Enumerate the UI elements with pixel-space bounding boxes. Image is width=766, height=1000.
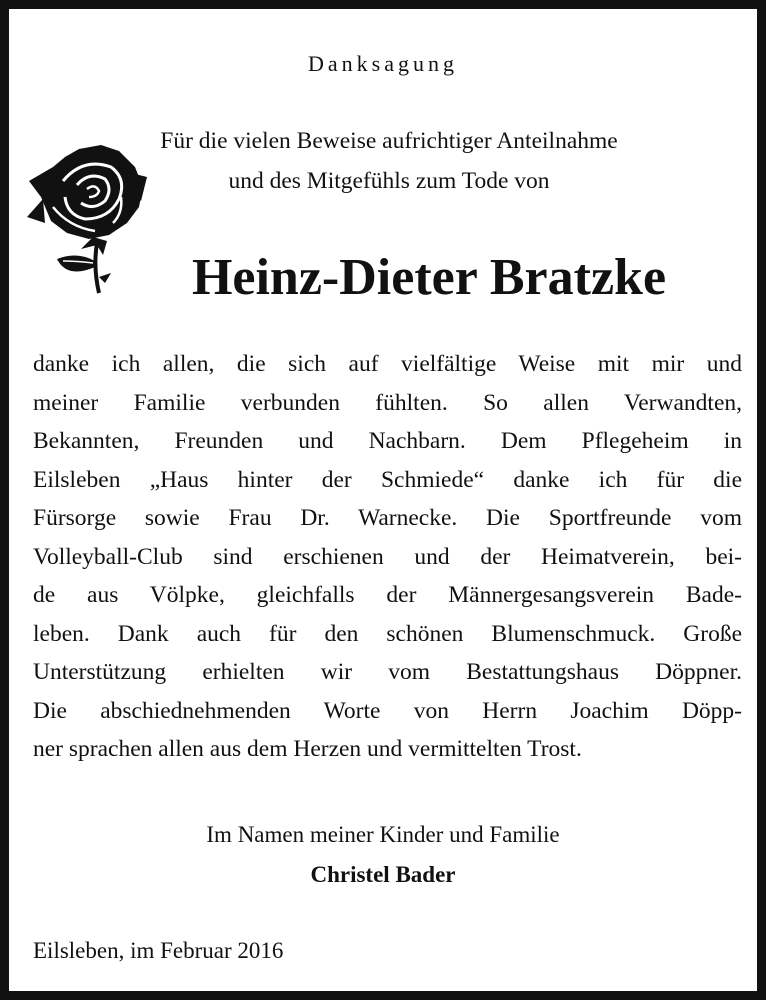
paragraph-line: Fürsorge sowie Frau Dr. Warnecke. Die Sportfreunde vom (33, 505, 742, 531)
paragraph-line: Eilsleben „Haus hinter der Schmiede“ danke ich für die (33, 466, 742, 493)
paragraph-line: Unterstützung erhielten wir vom Bestattungshaus Döppner. (33, 659, 742, 685)
thanks-paragraph (33, 345, 742, 769)
paragraph-line: leben. Dank auch für den schönen Blumenschmuck. Große (33, 620, 742, 647)
notice-heading: Danksagung (308, 51, 458, 76)
paragraph-line: danke ich allen, die sich auf vielfältige Weise mit mir und (33, 351, 742, 377)
signer-name: Christel Bader (310, 862, 456, 887)
closing-line: Im Namen meiner Kinder und Familie (206, 822, 560, 847)
intro-line: Für die vielen Beweise aufrichtiger Anteilnahme (160, 128, 618, 154)
paragraph-line: meiner Familie verbunden fühlten. So allen Verwandten, (33, 389, 742, 416)
intro-text (129, 121, 649, 201)
deceased-name: Heinz-Dieter Bratzke (191, 249, 667, 306)
paragraph-line: de aus Völpke, gleichfalls der Männergesangsverein Bade- (33, 582, 742, 608)
intro-line: und des Mitgefühls zum Tode von (228, 168, 550, 194)
paragraph-line: Die abschiednehmenden Worte von Herrn Joachim Döpp- (33, 697, 742, 724)
paragraph-line: Volleyball-Club sind erschienen und der Heimatverein, bei- (33, 543, 742, 570)
closing-block (9, 815, 757, 895)
paragraph-line: Bekannten, Freunden und Nachbarn. Dem Pflegeheim in (33, 428, 742, 454)
place-date: Eilsleben, im Februar 2016 (33, 938, 284, 963)
paragraph-line: ner sprachen allen aus dem Herzen und vermittelten Trost. (33, 736, 582, 762)
